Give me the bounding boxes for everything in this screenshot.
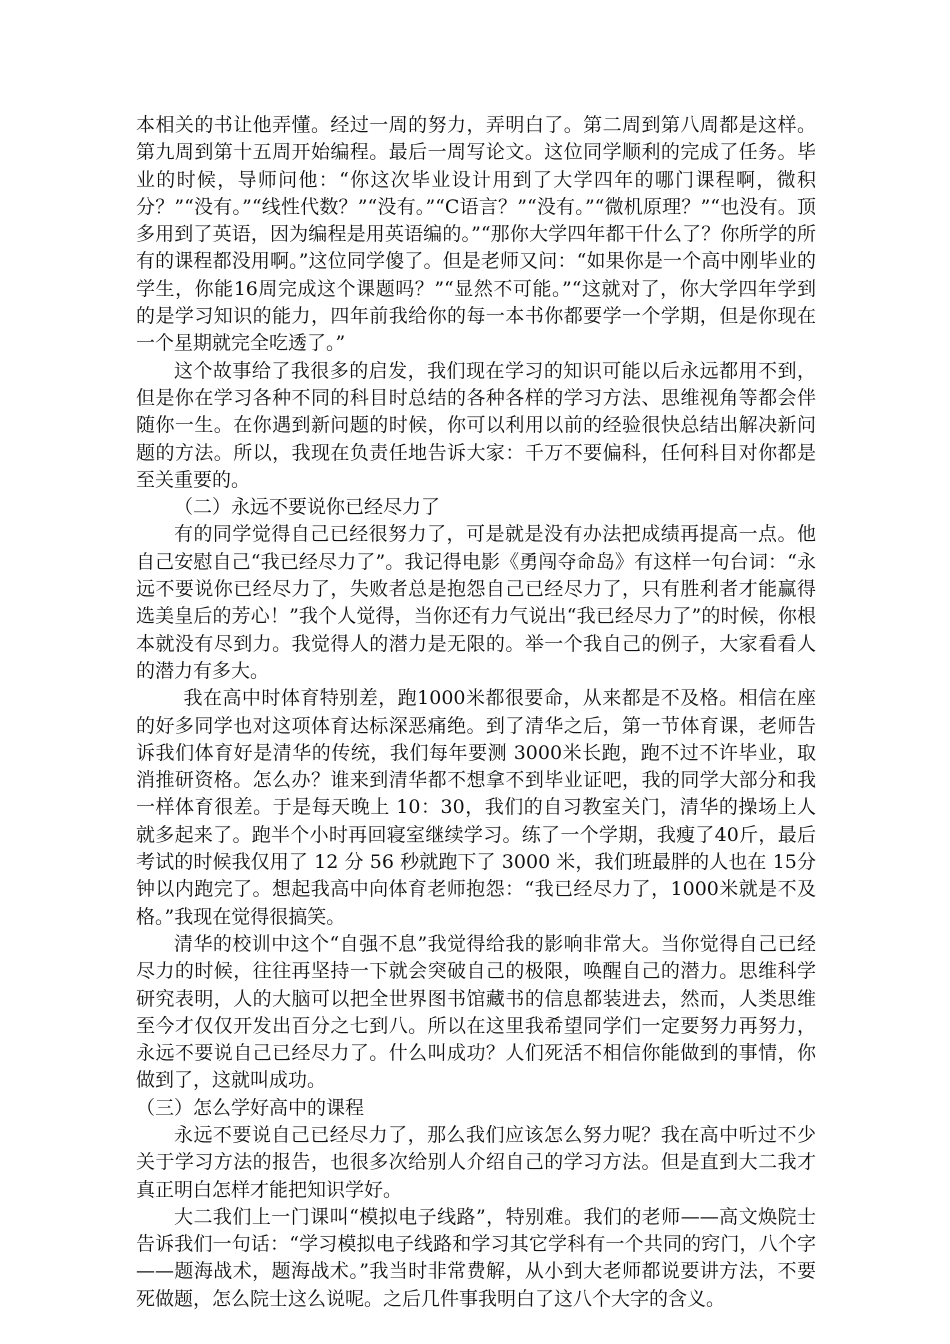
section-heading-three: （三）怎么学好高中的课程 (136, 1096, 365, 1119)
paragraph-running-story: 我在高中时体育特别差，跑1000米都很要命，从来都是不及格。相信在座的好多同学也对这项体育达标深恶痛绝。到了清华之后，第一节体育课，老师告诉我们体育好是清华的传统，我们每年要测 3000米长跑，跑不过不许毕业，取消推研资格。怎么办？谁来到清华都不想拿不到毕业证吧，我的同学大部分和我一样体育很差。于是每天晚上 10：30，我们的自习教室关门，清华的操场上人就多起来了。跑半个小时再回寝室继续学习。练了一个学期，我瘦了40斤，最后考试的时候我仅用了 12 分 56 秒就跑下了 3000 米，我们班最胖的人也在 15分钟以内跑完了。想起我高中向体育老师抱怨：“我已经尽力了，1000米就是不及格。”我现在觉得很搞笑。 (136, 687, 816, 928)
paragraph-inspiration: 这个故事给了我很多的启发，我们现在学习的知识可能以后永远都用不到，但是你在学习各种不同的科目时总结的各种各样的学习方法、思维视角等都会伴随你一生。在你遇到新问题的时候，你可以利用以前的经验很快总结出解决新问题的方法。所以，我现在负责任地告诉大家：千万不要偏科，任何科目对你都是至关重要的。 (136, 359, 816, 491)
paragraph-electronics-course: 大二我们上一门课叫“模拟电子线路”，特别难。我们的老师——高文焕院士告诉我们一句话：“学习模拟电子线路和学习其它学科有一个共同的窍门，八个字——题海战术，题海战术。”我当时非常费解，从小到大老师都说要讲方法，不要死做题，怎么院士这么说呢。之后几件事我明白了这八个大字的含义。 (136, 1205, 816, 1310)
paragraph-never-say-tried: 有的同学觉得自己已经很努力了，可是就是没有办法把成绩再提高一点。他自己安慰自己“我已经尽力了”。我记得电影《勇闯夺命岛》有这样一句台词：“永远不要说你已经尽力了，失败者总是抱怨自己已经尽力了，只有胜利者才能赢得选美皇后的芳心！”我个人觉得，当你还有力气说出“我已经尽力了”的时候，你根本就没有尽到力。我觉得人的潜力是无限的。举一个我自己的例子，大家看看人的潜力有多大。 (136, 523, 816, 682)
document-page (136, 112, 816, 1313)
paragraph-story-ending: 本相关的书让他弄懂。经过一周的努力，弄明白了。第二周到第八周都是这样。第九周到第十五周开始编程。最后一周写论文。这位同学顺利的完成了任务。毕业的时候，导师问他：“你这次毕业设计用到了大学四年的哪门课程啊，微积分？”“没有。”“线性代数？”“没有。”“C语言？”“没有。”“微机原理？”“也没有。顶多用到了英语，因为编程是用英语编的。”“那你大学四年都干什么了？你所学的所有的课程都没用啊。”这位同学傻了。但是老师又问：“如果你是一个高中刚毕业的学生，你能16周完成这个课题吗？”“显然不可能。”“这就对了，你大学四年学到的是学习知识的能力，四年前我给你的每一本书你都要学一个学期，但是你现在一个星期就完全吃透了。” (136, 114, 816, 355)
section-heading-two: （二）永远不要说你已经尽力了 (174, 496, 441, 519)
paragraph-motto: 清华的校训中这个“自强不息”我觉得给我的影响非常大。当你觉得自己已经尽力的时候，往往再坚持一下就会突破自己的极限，唤醒自己的潜力。思维科学研究表明，人的大脑可以把全世界图书馆藏书的信息都装进去，然而，人类思维至今才仅仅开发出百分之七到八。所以在这里我希望同学们一定要努力再努力，永远不要说自己已经尽力了。什么叫成功？人们死活不相信你能做到的事情，你做到了，这就叫成功。 (136, 932, 816, 1092)
paragraph-how-to-study: 永远不要说自己已经尽力了，那么我们应该怎么努力呢？我在高中听过不少关于学习方法的报告，也很多次给别人介绍自己的学习方法。但是直到大二我才真正明白怎样才能把知识学好。 (136, 1123, 816, 1201)
